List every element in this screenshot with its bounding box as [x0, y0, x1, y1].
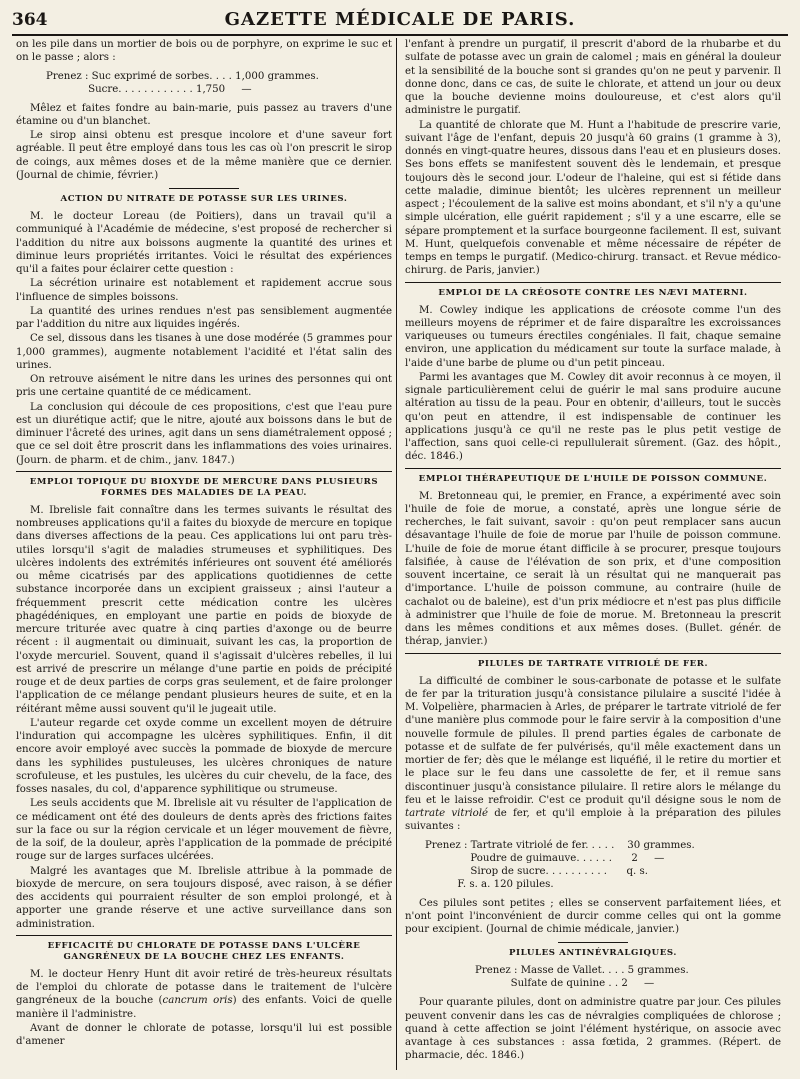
paragraph: Mêlez et faites fondre au bain-marie, puis passez au travers d'une étamine ou d'un blanchet. [16, 102, 392, 127]
right-column [405, 38, 781, 1068]
paragraph: M. Bretonneau qui, le premier, en France, a expérimenté avec soin l'huile de foie de morue, a constaté, après une longue série de recherches, le fait suivant, savoir : qu'on peut remplacer sans aucun désavantage l'huile de foie de morue par l'huile de poisson commune. L'huile de foie de morue étant difficile à se procurer, presque toujours falsifiée, à cause de l'élévation de son prix, et d'une composition souvent incertaine, ce serait là un résultat qui ne manquerait pas d'importance. L'huile de poisson commune, au contraire (huile de cachalot ou de baleine), est d'un prix médiocre et n'est pas plus difficile à administrer que l'huile de foie de morue. M. Bretonneau la prescrit dans les mêmes conditions et aux mêmes doses. (Bullet. génér. de thérap, janvier.) [405, 490, 781, 648]
section-heading: PILULES DE TARTRATE VITRIOLÉ DE FER. [477, 658, 709, 669]
text-run: de fer, et qu'il emploie à la préparation des pilules suivantes : [405, 808, 781, 833]
paragraph: Ces pilules sont petites ; elles se conservent parfaitement liées, et n'ont point l'inconvénient de durcir comme celles qui ont la gomme pour excipient. (Journal de chimie médicale, janvier.) [405, 897, 781, 935]
formula-line: Sirop de sucre. . . . . . . . . . q. s. [425, 865, 648, 877]
paragraph: La conclusion qui découle de ces propositions, c'est que l'eau pure est un diurétique actif; que le nitre, ajouté aux boissons dans le but de diminuer l'âcreté des urines, agit dans un sens diamétralement opposé ; que ce sel doit être proscrit dans les inflammations des voies urinaires. (Journ. de pharm. et de chim., janv. 1847.) [16, 401, 392, 466]
paragraph: Les seuls accidents que M. Ibrelisle ait vu résulter de l'application de ce médicament ont été des douleurs de dents après des frictions faites sur la face ou sur la région cervicale et un léger mouvement de fièvre, de la soif, de la douleur, après l'application de la pommade de précipité rouge sur de larges surfaces ulcérées. [16, 798, 392, 863]
paragraph: La quantité de chlorate que M. Hunt a l'habitude de prescrire varie, suivant l'âge de l'enfant, depuis 20 jusqu'à 60 grains (1 gramme à 3), donnés en vingt-quatre heures, dissous dans l'eau et en plusieurs doses. Ses bons effets se manifestent souvent dès le lendemain, et presque toujours dès le second jour. L'odeur de l'haleine, qui est si fétide dans cette maladie, diminue bientôt; les ulcères reprennent un meilleur aspect ; l'écoulement de la salive est moins abondant, et s'il n'y a qu'une simple ulcération, elle guérit rapidement ; s'il y a une escarre, elle se sépare promptement et la surface bourgeonne facilement. Il est, suivant M. Hunt, quelquefois convenable et même nécessaire de répéter de temps en temps le purgatif. (Medico-chirurg. transact. et Revue médico-chirurg. de Paris, janvier.) [405, 119, 781, 277]
section-heading: PILULES ANTINÉVRALGIQUES. [509, 948, 677, 959]
paragraph: on les pile dans un mortier de bois ou de porphyre, on exprime le suc et on le passe ; alors : [16, 39, 392, 64]
paragraph: La sécrétion urinaire est notablement et rapidement accrue sous l'influence de simples boissons. [16, 278, 392, 303]
text-run: ) des enfants. Voici de quelle manière il l'administre. [16, 995, 392, 1020]
formula-line: Prenez : Masse de Vallet. . . . 5 grammes. [475, 965, 689, 977]
formula-line: F. s. a. 120 pilules. [425, 878, 554, 890]
section-rule [169, 188, 239, 189]
formula-line: Poudre de guimauve. . . . . . 2 — [425, 852, 665, 864]
section-rule [16, 935, 392, 936]
left-column [16, 38, 392, 1068]
section-rule [16, 471, 392, 472]
formula-line: Sulfate de quinine . . 2 — [475, 978, 655, 990]
running-header [12, 8, 788, 36]
italic-term: cancrum oris [162, 995, 233, 1007]
section-rule [405, 468, 781, 469]
column-divider [396, 38, 397, 1070]
italic-term: tartrate vitriolé [405, 808, 489, 819]
paragraph [405, 675, 781, 834]
formula-line: Prenez : Suc exprimé de sorbes. . . . 1,000 grammes. [46, 70, 319, 82]
formula-line: Prenez : Tartrate vitriolé de fer. . . . . 30 grammes. [425, 839, 695, 851]
paragraph: L'auteur regarde cet oxyde comme un excellent moyen de détruire l'induration qui accompagne les ulcères syphilitiques. Enfin, il dit encore avoir employé avec succès la pommade de bioxyde de mercure dans les syphilides pustuleuses, les ulcères chroniques de nature scrofuleuse, et les pustules, les ulcères du cuir chevelu, de la face, des fosses nasales, du col, d'apparence syphilitique ou strumeuse. [16, 717, 392, 795]
paragraph: Ce sel, dissous dans les tisanes à une dose modérée (5 grammes pour 1,000 grammes), augmente notablement l'acidité et l'état salin des urines. [16, 333, 392, 371]
section-rule [405, 653, 781, 654]
journal-title: GAZETTE MÉDICALE DE PARIS. [224, 9, 576, 30]
paragraph: M. Ibrelisle fait connaître dans les termes suivants le résultat des nombreuses applications qu'il a faites du bioxyde de mercure en topique dans diverses affections de la peau. Ces applications lui ont paru très-utiles lorsqu'il s'agit de maladies strumeuses et syphilitiques. Des ulcères indolents des extrémités inférieures ont souvent été améliorés ou même cicatrisés par des applications quotidiennes de cette substance incorporée dans un excipient graisseux ; ainsi l'auteur a fréquemment prescrit cette médication contre les ulcères phagédéniques, en employant une partie en poids de bioxyde de mercure triturée avec quatre à cinq parties d'axonge ou de beurre récent : il augmentait ou diminuait, suivant les cas, la proportion de l'oxyde mercuriel. Souvent, quand il s'agissait d'ulcères rebelles, il lui est arrivé de prescrire un mélange d'une partie en poids de précipité rouge et de deux parties de corps gras seulement, et de faire prolonger l'application de ce mélange pendant plusieurs heures de suite, et en la réitérant même aussi souvent qu'il le jugeait utile. [16, 504, 392, 715]
paragraph: Avant de donner le chlorate de potasse, lorsqu'il lui est possible d'amener [16, 1022, 392, 1047]
page-number: 364 [12, 10, 48, 30]
paragraph: Parmi les avantages que M. Cowley dit avoir reconnus à ce moyen, il signale particulièrement celui de guérir le mal sans produire aucune altération au tissu de la peau. Pour en obtenir, d'ailleurs, tout le succès qu'on peut en attendre, il est indispensable de continuer les applications jusqu'à ce qu'il ne reste pas le plus petit vestige de l'affection, sans quoi celle-ci repullulerait sûrement. (Gaz. des hôpit., déc. 1846.) [405, 371, 781, 463]
paragraph: M. le docteur Loreau (de Poitiers), dans un travail qu'il a communiqué à l'Académie de médecine, s'est proposé de rechercher si l'addition du nitre aux boissons augmente la quantité des urines et diminue leurs propriétés irritantes. Voici le résultat des expériences qu'il a faites pour éclairer cette question : [16, 211, 392, 275]
paragraph: Pour quarante pilules, dont on administre quatre par jour. Ces pilules peuvent convenir dans les cas de névralgies compliquées de chlorose ; quand à cette affection se joint l'élément hystérique, on associe avec avantage à ces substances : assa fœtida, 2 grammes. (Répert. de pharmacie, déc. 1846.) [405, 997, 781, 1062]
formula-line: Sucre. . . . . . . . . . . . 1,750 — [46, 83, 252, 95]
paragraph: M. Cowley indique les applications de créosote comme l'un des meilleurs moyens de réprimer et de faire disparaître les excroissances variqueuses ou tumeurs érectiles congéniales. Il fait, chaque semaine environ, une application du médicament sur toute la surface malade, à l'aide d'une barbe de plume ou d'un petit pinceau. [405, 304, 781, 369]
section-rule [558, 942, 628, 943]
paragraph [16, 968, 392, 1021]
section-heading: ACTION DU NITRATE DE POTASSE SUR LES URINES. [60, 194, 348, 204]
recipe-formula [46, 70, 392, 96]
section-heading: EMPLOI THÉRAPEUTIQUE DE L'HUILE DE POISSON COMMUNE. [418, 473, 768, 484]
paragraph: Le sirop ainsi obtenu est presque incolore et d'une saveur fort agréable. Il peut être employé dans tous les cas où l'on prescrit le sirop de coings, aux mêmes doses et de la même manière que ce dernier. (Journal de chimie, février.) [16, 130, 392, 181]
text-run: La difficulté de combiner le sous-carbonate de potasse et le sulfate de fer par la trituration jusqu'à consistance pilulaire a suscité l'idée à M. Volpelière, pharmacien à Arles, de préparer le tartrate vitriolé de fer d'une manière plus commode pour le faire servir à la composition d'une nouvelle formule de pilules. Il prend parties égales de carbonate de potasse et de sulfate de fer pulvérisés, qu'il mêle exactement dans un mortier de fer; dès que le mélange est liquéfié, il le retire du mortier et le place sur le feu dans une cassolette de fer, et il remue sans discontinuer jusqu'à consistance pilulaire. Il retire alors le mélange du feu et le laisse refroidir. C'est ce produit qu'il désigne sous le nom de [405, 675, 781, 806]
recipe-formula [475, 964, 781, 990]
section-heading: EMPLOI TOPIQUE DU BIOXYDE DE MERCURE DANS PLUSIEURS FORMES DES MALADIES DE LA PEAU. [29, 476, 379, 498]
section-heading: EMPLOI DE LA CRÉOSOTE CONTRE LES NÆVI MATERNI. [438, 287, 748, 298]
recipe-formula [425, 839, 781, 891]
section-heading: EFFICACITÉ DU CHLORATE DE POTASSE DANS L'ULCÈRE GANGRÉNEUX DE LA BOUCHE CHEZ LES ENFANTS. [47, 940, 361, 962]
paragraph: La quantité des urines rendues n'est pas sensiblement augmentée par l'addition du nitre aux liquides ingérés. [16, 305, 392, 330]
text-run: M. le docteur Henry Hunt dit avoir retiré de très-heureux résultats de l'emploi du chlorate de potasse dans le traitement de l'ulcère gangréneux de la bouche ( [16, 968, 392, 1007]
paragraph: Malgré les avantages que M. Ibrelisle attribue à la pommade de bioxyde de mercure, on sera toujours disposé, avec raison, à se défier des accidents qui pourraient résulter de son emploi prolongé, et à apporter une grande réserve et une active surveillance dans son administration. [16, 865, 392, 930]
paragraph: l'enfant à prendre un purgatif, il prescrit d'abord de la rhubarbe et du sulfate de potasse avec un grain de calomel ; mais en général la douleur et la sensibilité de la bouche sont si grandes qu'on ne peut y parvenir. Il donne donc, dans ce cas, de suite le chlorate, et attend un jour ou deux que la bouche devienne moins douloureuse, et c'est alors qu'il administre le purgatif. [405, 39, 781, 117]
section-rule [405, 282, 781, 283]
paragraph: On retrouve aisément le nitre dans les urines des personnes qui ont pris une certaine quantité de ce médicament. [16, 374, 392, 399]
